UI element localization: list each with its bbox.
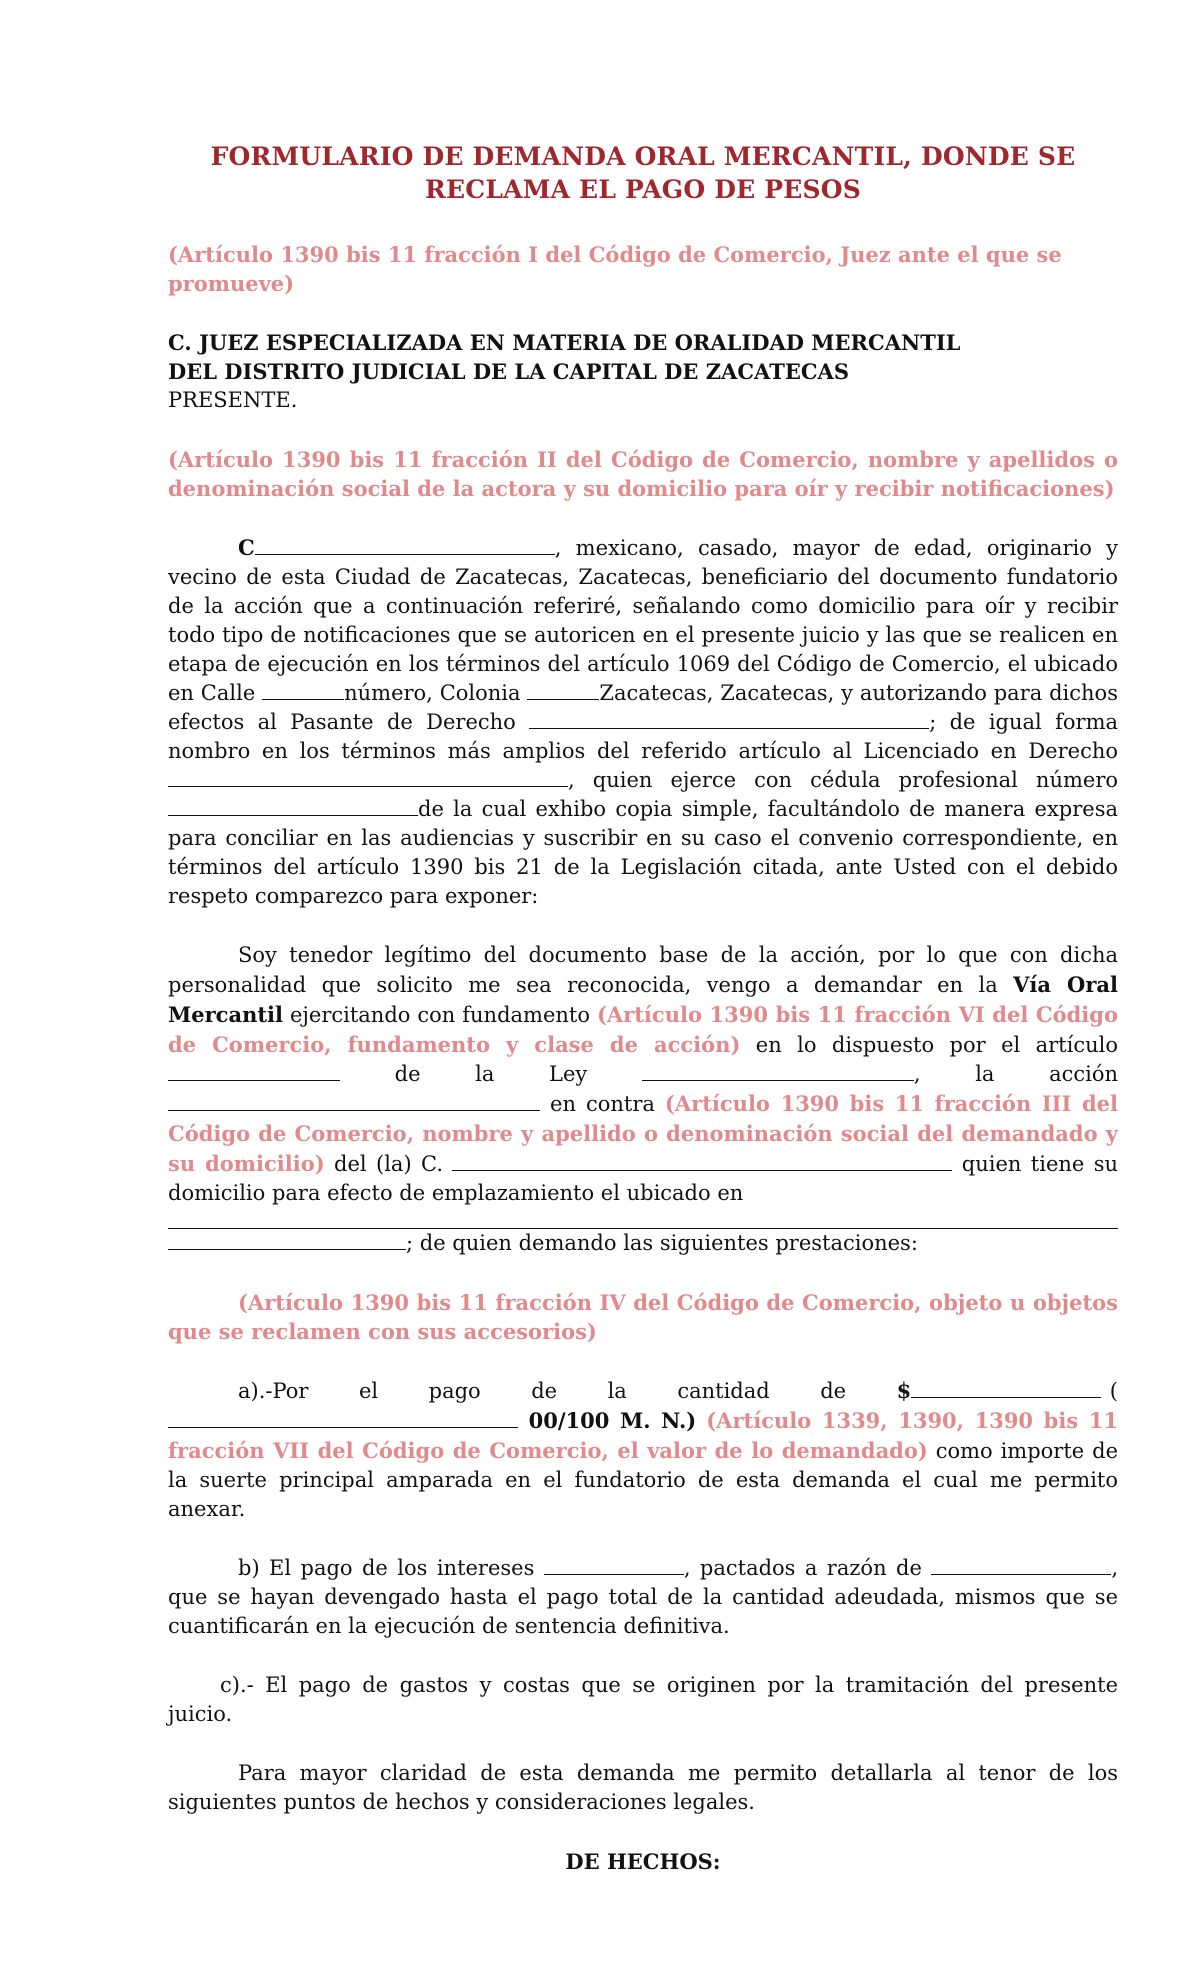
addressee-line-2: DEL DISTRITO JUDICIAL DE LA CAPITAL DE ZACATECAS [168, 359, 850, 384]
paragraph-comparecencia [168, 533, 1118, 911]
blank-licenciado[interactable] [168, 766, 568, 787]
amount-suffix: 00/100 M. N.) [518, 1408, 697, 1433]
note-objeto: (Artículo 1390 bis 11 fracción IV del Código de Comercio, objeto u objetos que se reclamen con sus accesorios) [168, 1290, 1118, 1344]
prestacion-a [168, 1376, 1118, 1524]
text-segment: en contra [540, 1092, 665, 1116]
blank-articulo[interactable] [168, 1060, 340, 1081]
prestacion-b [168, 1554, 1118, 1641]
text-segment: ; de igual forma nombro en los términos más amplios del referido artículo al Licenciado en Derecho [168, 710, 1118, 763]
blank-street[interactable] [262, 679, 344, 700]
text-segment: b) El pago de los intereses [238, 1556, 544, 1580]
text-segment: a).-Por el pago de la cantidad de [238, 1379, 897, 1403]
document-body [168, 140, 1118, 1876]
text-segment: como importe de la suerte principal amparada en el fundatorio de esta demanda el cual me permito anexar. [168, 1439, 1118, 1521]
blank-tasa[interactable] [931, 1554, 1111, 1575]
text-segment: ; de quien demando las siguientes prestaciones: [406, 1231, 918, 1255]
note-fundamento: (Artículo 1390 bis 11 fracción VI del Código de Comercio, fundamento y clase de acción) [168, 1002, 1118, 1057]
text-segment: número, Colonia [344, 681, 528, 705]
text-segment: ejercitando con fundamento [283, 1003, 597, 1027]
c-prefix: C [238, 535, 255, 560]
text-segment: , pactados a razón de [683, 1556, 932, 1580]
document-title [168, 140, 1118, 206]
blank-accion[interactable] [168, 1090, 540, 1111]
blank-cantidad-letra[interactable] [168, 1407, 518, 1428]
note-actora: (Artículo 1390 bis 11 fracción II del Código de Comercio, nombre y apellidos o denominación social de la actora y su domicilio para oír y recibir notificaciones) [168, 447, 1118, 501]
paragraph-demanda [168, 941, 1118, 1258]
note-valor: (Artículo 1339, 1390, 1390 bis 11 fracción VII del Código de Comercio, el valor de lo demandado) [168, 1408, 1118, 1463]
text-segment: quien tiene su domicilio para efecto de emplazamiento el ubicado en [168, 1152, 1119, 1205]
via-oral-mercantil: Vía Oral Mercantil [168, 972, 1119, 1027]
text-segment: , la acción [913, 1062, 1118, 1086]
text-segment: de la cual exhibo copia simple, facultándolo de manera expresa para conciliar en las audiencias y suscribir en su caso el convenio correspondiente, en términos del artículo 1390 bis 21 de la Legislación citada, ante Usted con el debido respeto comparezco para exponer: [168, 797, 1118, 908]
blank-ley[interactable] [642, 1060, 914, 1081]
prestacion-c: c).- El pago de gastos y costas que se originen por la tramitación del presente juicio. [168, 1673, 1118, 1726]
text-segment: en lo dispuesto por el artículo [740, 1033, 1118, 1057]
blank-cantidad[interactable] [911, 1377, 1101, 1398]
blank-pasante[interactable] [529, 708, 929, 729]
heading-hechos: DE HECHOS: [565, 1849, 721, 1874]
addressee-block [168, 328, 1118, 415]
blank-actor-name[interactable] [255, 534, 555, 555]
blank-cedula[interactable] [168, 795, 418, 816]
text-segment: Soy tenedor legítimo del documento base de la acción, por lo que con dicha personalidad que solicito me sea reconocida, vengo a demandar en la [168, 943, 1118, 997]
note-demandado: (Artículo 1390 bis 11 fracción III del Código de Comercio, nombre y apellido o denominación social del demandado y su domicilio) [168, 1091, 1118, 1176]
title-line-2: RECLAMA EL PAGO DE PESOS [424, 175, 861, 204]
blank-domicilio-end[interactable] [168, 1229, 406, 1250]
text-segment: , mexicano, casado, mayor de edad, originario y vecino de esta Ciudad de Zacatecas, Zacatecas, beneficiario del documento fundatorio de la acción que a continuación referiré, señalando como domicilio para oír y recibir todo tipo de notificaciones que se autoricen en el presente juicio y las que se realicen en etapa de ejecución en los términos del artículo 1069 del Código de Comercio, el ubicado en Calle [168, 536, 1118, 705]
blank-colonia[interactable] [527, 679, 599, 700]
text-segment: de la Ley [340, 1062, 642, 1086]
blank-demandado[interactable] [452, 1150, 952, 1171]
text-segment: ( [1109, 1379, 1118, 1403]
blank-domicilio-line[interactable] [168, 1208, 1118, 1229]
addressee-line-3: PRESENTE. [168, 388, 298, 412]
text-segment: del (la) C. [324, 1152, 453, 1176]
blank-intereses[interactable] [544, 1554, 684, 1575]
text-segment: , que se hayan devengado hasta el pago total de la cantidad adeudada, mismos que se cuantificarán en la ejecución de sentencia definitiva. [168, 1556, 1118, 1638]
note-juez: (Artículo 1390 bis 11 fracción I del Código de Comercio, Juez ante el que se promueve) [168, 242, 1062, 296]
text-segment: , quien ejerce con cédula profesional número [568, 768, 1118, 792]
text-segment: Zacatecas, Zacatecas, y autorizando para dichos efectos al Pasante de Derecho [168, 681, 1118, 734]
addressee-line-1: C. JUEZ ESPECIALIZADA EN MATERIA DE ORALIDAD MERCANTIL [168, 330, 961, 355]
dollar-sign: $ [896, 1378, 912, 1403]
title-line-1: FORMULARIO DE DEMANDA ORAL MERCANTIL, DONDE SE [210, 142, 1076, 171]
paragraph-claridad: Para mayor claridad de esta demanda me permito detallarla al tenor de los siguientes puntos de hechos y consideraciones legales. [168, 1761, 1118, 1814]
